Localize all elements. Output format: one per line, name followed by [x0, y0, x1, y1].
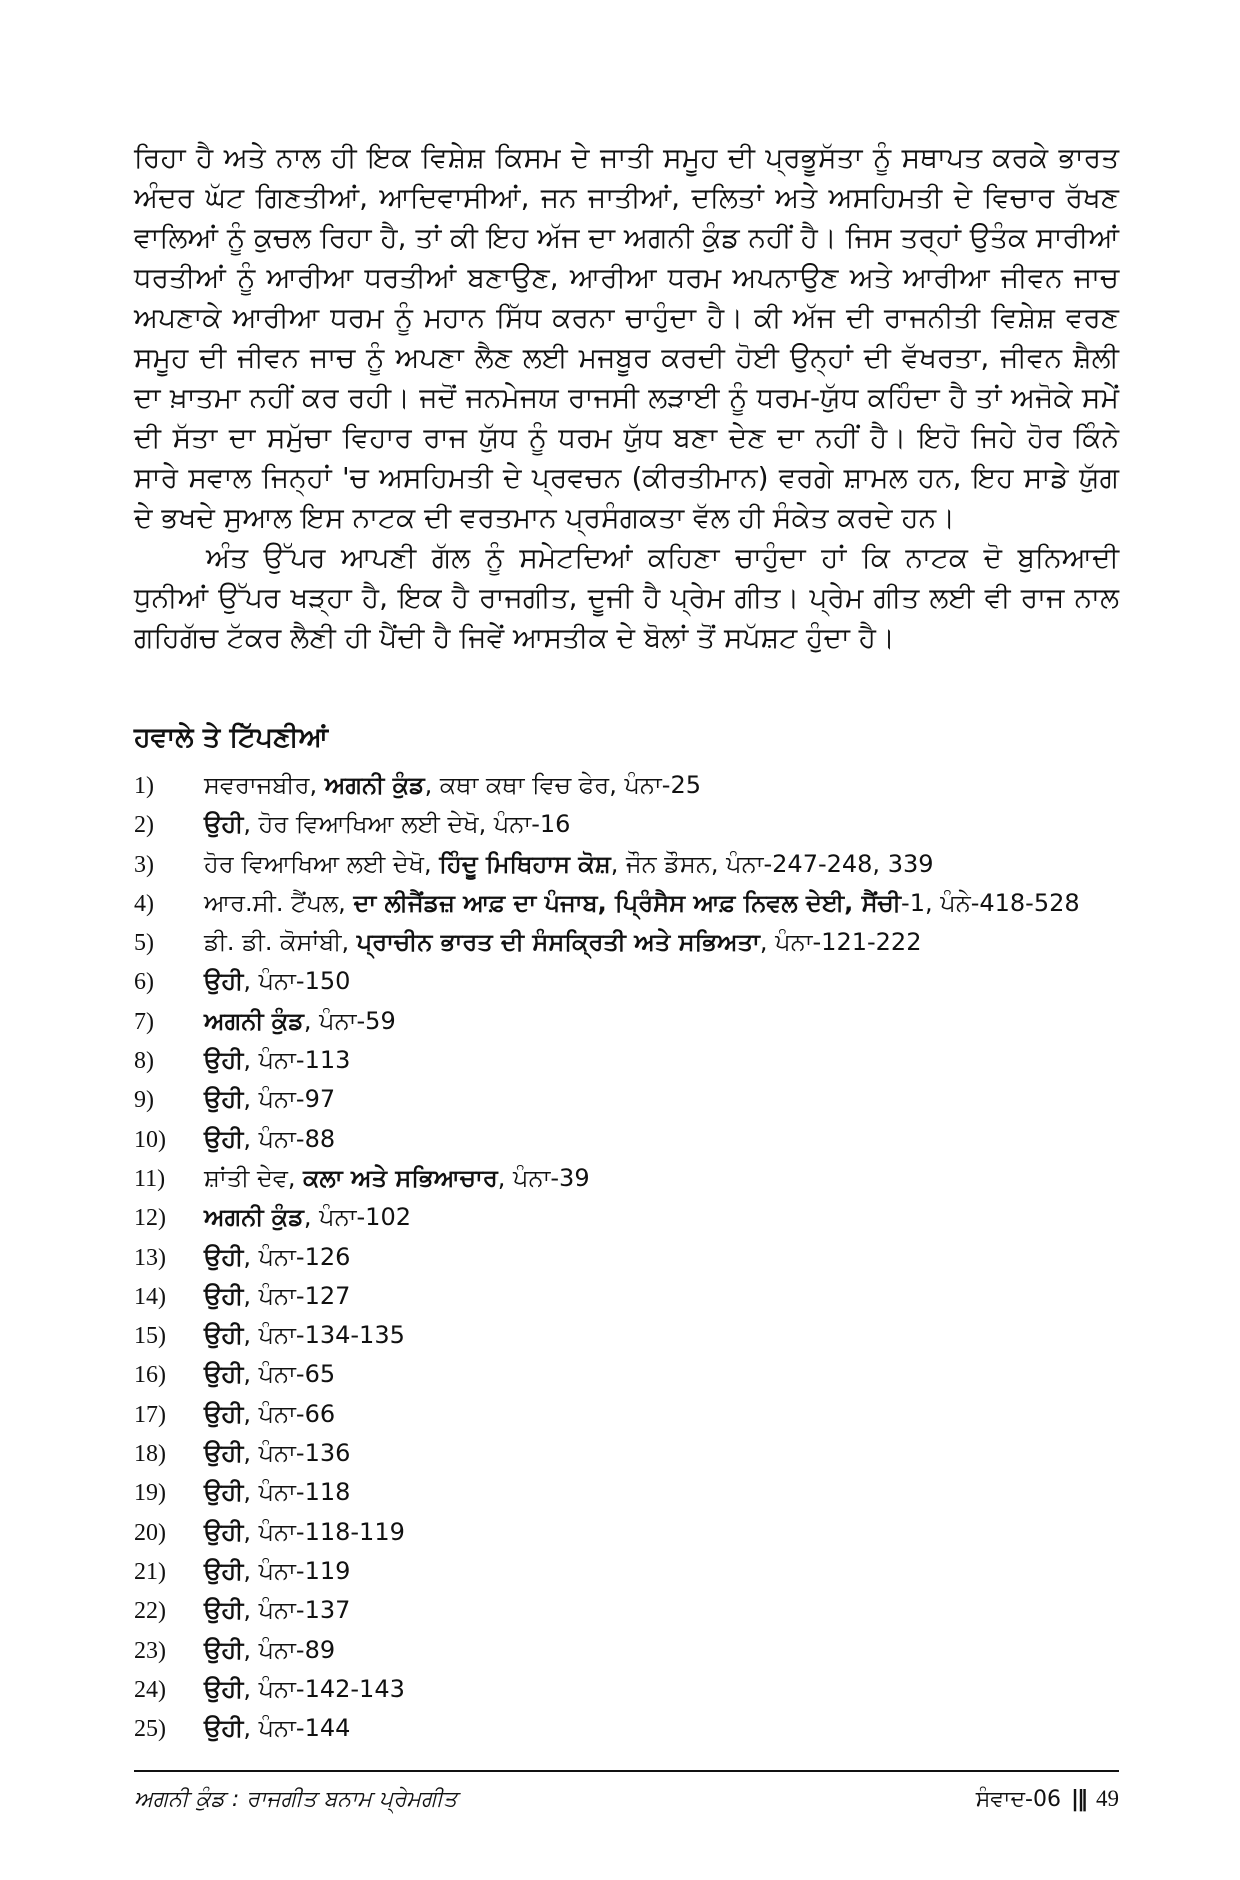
page-content — [134, 138, 1119, 1748]
reference-number: 8) — [134, 1048, 154, 1075]
reference-detail: , ਪੰਨਾ-142-143 — [243, 1674, 405, 1703]
reference-detail: , ਪੰਨਾ-119 — [243, 1556, 351, 1585]
reference-item — [134, 1159, 1119, 1198]
reference-number: 20) — [134, 1519, 166, 1546]
reference-number: 21) — [134, 1558, 166, 1585]
reference-title: ਅਗਨੀ ਕੁੰਡ — [204, 1006, 304, 1035]
reference-text — [204, 1198, 411, 1237]
footer-separator: |‖ — [1070, 1786, 1086, 1812]
reference-title: ਉਹੀ — [204, 1085, 244, 1114]
reference-number: 9) — [134, 1087, 154, 1114]
reference-title: ਪ੍ਰਾਚੀਨ ਭਾਰਤ ਦੀ ਸੰਸਕ੍ਰਿਤੀ ਅਤੇ ਸਭਿਅਤਾ — [356, 928, 760, 957]
reference-number: 16) — [134, 1362, 166, 1389]
reference-number: 3) — [134, 851, 154, 878]
reference-text — [204, 1591, 350, 1630]
reference-item — [134, 1120, 1119, 1159]
footer-divider — [134, 1770, 1119, 1772]
reference-title: ਉਹੀ — [204, 967, 244, 996]
reference-title: ਉਹੀ — [204, 1242, 244, 1271]
reference-detail: ਡੀ. ਡੀ. ਕੋਸਾਂਬੀ, — [204, 928, 357, 957]
reference-text — [204, 1395, 335, 1434]
reference-item — [134, 766, 1119, 805]
references-heading: ਹਵਾਲੇ ਤੇ ਟਿੱਪਣੀਆਂ — [134, 722, 329, 753]
reference-detail: , ਪੰਨਾ-65 — [243, 1360, 336, 1389]
reference-item — [134, 1631, 1119, 1670]
page-number: 49 — [1096, 1786, 1119, 1811]
reference-detail: , ਪੰਨਾ-66 — [243, 1399, 336, 1428]
reference-number: 11) — [134, 1165, 166, 1192]
reference-detail: , ਪੰਨਾ-113 — [243, 1046, 351, 1075]
reference-title: ਉਹੀ — [204, 1596, 244, 1625]
reference-number: 2) — [134, 812, 154, 839]
reference-text — [204, 1434, 350, 1473]
reference-item — [134, 845, 1119, 884]
reference-detail: , ਪੰਨਾ-134-135 — [243, 1321, 405, 1350]
reference-item — [134, 1670, 1119, 1709]
reference-text — [204, 884, 1080, 923]
reference-detail: , ਪੰਨਾ-97 — [243, 1085, 336, 1114]
reference-number: 10) — [134, 1126, 166, 1153]
reference-detail: , ਪੰਨਾ-150 — [243, 967, 351, 996]
reference-text — [204, 1238, 350, 1277]
reference-number: 5) — [134, 930, 154, 957]
reference-item — [134, 923, 1119, 962]
reference-number: 1) — [134, 773, 154, 799]
reference-title: ਉਹੀ — [204, 1478, 244, 1507]
reference-item — [134, 1395, 1119, 1434]
reference-title: ਦਾ ਲੀਜੈਂਡਜ਼ ਆਫ਼ ਦਾ ਪੰਜਾਬ, ਪ੍ਰਿੰਸੈਸ ਆਫ਼ ਨਿਵਲ ਦੇਈ, ਸੈਂਚੀ — [353, 888, 902, 917]
reference-text — [204, 805, 570, 844]
reference-detail: , ਪੰਨਾ-39 — [497, 1163, 590, 1192]
reference-item — [134, 1591, 1119, 1630]
reference-detail: ਸ਼ਾਂਤੀ ਦੇਵ, — [204, 1163, 304, 1192]
reference-detail: ਆਰ.ਸੀ. ਟੈਂਪਲ, — [204, 888, 354, 917]
reference-text — [204, 1316, 405, 1355]
reference-item — [134, 1041, 1119, 1080]
reference-number: 22) — [134, 1598, 166, 1625]
reference-number: 15) — [134, 1323, 166, 1350]
footer-right-group — [976, 1786, 1119, 1812]
reference-text — [204, 1277, 350, 1316]
reference-text — [204, 1473, 350, 1512]
reference-detail: , ਪੰਨਾ-144 — [243, 1714, 351, 1743]
reference-item — [134, 1238, 1119, 1277]
reference-text — [204, 766, 701, 805]
reference-text — [204, 1709, 350, 1748]
reference-item — [134, 1080, 1119, 1119]
reference-title: ਉਹੀ — [204, 1360, 244, 1389]
reference-title: ਉਹੀ — [204, 1281, 244, 1310]
reference-title: ਹਿੰਦੂ ਮਿਥਿਹਾਸ ਕੋਸ਼ — [439, 849, 611, 878]
reference-detail: ਸਵਰਾਜਬੀਰ, — [204, 771, 325, 799]
reference-text — [204, 1552, 350, 1591]
reference-item — [134, 962, 1119, 1001]
reference-title: ਉਹੀ — [204, 1517, 244, 1546]
reference-number: 13) — [134, 1244, 166, 1271]
reference-detail: , ਪੰਨਾ-121-222 — [759, 928, 922, 957]
reference-text — [204, 962, 350, 1001]
reference-detail: , ਪੰਨਾ-88 — [243, 1124, 336, 1153]
reference-text — [204, 1670, 405, 1709]
reference-title: ਉਹੀ — [204, 1556, 244, 1585]
reference-detail: , ਪੰਨਾ-89 — [243, 1635, 336, 1664]
reference-title: ਅਗਨੀ ਕੁੰਡ — [324, 771, 425, 799]
body-paragraph-1: ਰਿਹਾ ਹੈ ਅਤੇ ਨਾਲ ਹੀ ਇਕ ਵਿਸ਼ੇਸ਼ ਕਿਸਮ ਦੇ ਜਾਤੀ ਸਮੂਹ ਦੀ ਪ੍ਰਭੂਸੱਤਾ ਨੂੰ ਸਥਾਪਤ ਕਰਕੇ ਭਾਰਤ ਅੰਦਰ ਘੱਟ ਗਿਣਤੀਆਂ, ਆਦਿਵਾਸੀਆਂ, ਜਨ ਜਾਤੀਆਂ, ਦਲਿਤਾਂ ਅਤੇ ਅਸਹਿਮਤੀ ਦੇ ਵਿਚਾਰ ਰੱਖਣ ਵਾਲਿਆਂ ਨੂੰ ਕੁਚਲ ਰਿਹਾ ਹੈ, ਤਾਂ ਕੀ ਇਹ ਅੱਜ ਦਾ ਅਗਨੀ ਕੁੰਡ ਨਹੀਂ ਹੈ। ਜਿਸ ਤਰ੍ਹਾਂ ਉਤੰਕ ਸਾਰੀਆਂ ਧਰਤੀਆਂ ਨੂੰ ਆਰੀਆ ਧਰਤੀਆਂ ਬਣਾਉਣ, ਆਰੀਆ ਧਰਮ ਅਪਨਾਉਣ ਅਤੇ ਆਰੀਆ ਜੀਵਨ ਜਾਚ ਅਪਣਾਕੇ ਆਰੀਆ ਧਰਮ ਨੂੰ ਮਹਾਨ ਸਿੱਧ ਕਰਨਾ ਚਾਹੁੰਦਾ ਹੈ। ਕੀ ਅੱਜ ਦੀ ਰਾਜਨੀਤੀ ਵਿਸ਼ੇਸ਼ ਵਰਣ ਸਮੂਹ ਦੀ ਜੀਵਨ ਜਾਚ ਨੂੰ ਅਪਣਾ ਲੈਣ ਲਈ ਮਜਬੂਰ ਕਰਦੀ ਹੋਈ ਉਨ੍ਹਾਂ ਦੀ ਵੱਖਰਤਾ, ਜੀਵਨ ਸ਼ੈਲੀ ਦਾ ਖ਼ਾਤਮਾ ਨਹੀਂ ਕਰ ਰਹੀ। ਜਦੋਂ ਜਨਮੇਜਯ ਰਾਜਸੀ ਲੜਾਈ ਨੂੰ ਧਰਮ-ਯੁੱਧ ਕਹਿੰਦਾ ਹੈ ਤਾਂ ਅਜੋਕੇ ਸਮੇਂ ਦੀ ਸੱਤਾ ਦਾ ਸਮੁੱਚਾ ਵਿਹਾਰ ਰਾਜ ਯੁੱਧ ਨੂੰ ਧਰਮ ਯੁੱਧ ਬਣਾ ਦੇਣ ਦਾ ਨਹੀਂ ਹੈ। ਇਹੋ ਜਿਹੇ ਹੋਰ ਕਿੰਨੇ ਸਾਰੇ ਸਵਾਲ ਜਿਨ੍ਹਾਂ 'ਚ ਅਸਹਿਮਤੀ ਦੇ ਪ੍ਰਵਚਨ (ਕੀਰਤੀਮਾਨ) ਵਰਗੇ ਸ਼ਾਮਲ ਹਨ, ਇਹ ਸਾਡੇ ਯੁੱਗ ਦੇ ਭਖਦੇ ਸੁਆਲ ਇਸ ਨਾਟਕ ਦੀ ਵਰਤਮਾਨ ਪ੍ਰਸੰਗਕਤਾ ਵੱਲ ਹੀ ਸੰਕੇਤ ਕਰਦੇ ਹਨ। — [134, 141, 1119, 534]
reference-title: ਉਹੀ — [204, 1124, 244, 1153]
reference-number: 12) — [134, 1205, 166, 1232]
reference-item — [134, 805, 1119, 844]
reference-detail: , ਪੰਨਾ-127 — [243, 1281, 351, 1310]
reference-item — [134, 1198, 1119, 1237]
reference-item — [134, 1709, 1119, 1748]
reference-item — [134, 1473, 1119, 1512]
body-paragraph-2: ਅੰਤ ਉੱਪਰ ਆਪਣੀ ਗੱਲ ਨੂੰ ਸਮੇਟਦਿਆਂ ਕਹਿਣਾ ਚਾਹੁੰਦਾ ਹਾਂ ਕਿ ਨਾਟਕ ਦੋ ਬੁਨਿਆਦੀ ਧੁਨੀਆਂ ਉੱਪਰ ਖੜ੍ਹਾ ਹੈ, ਇਕ ਹੈ ਰਾਜਗੀਤ, ਦੂਜੀ ਹੈ ਪ੍ਰੇਮ ਗੀਤ। ਪ੍ਰੇਮ ਗੀਤ ਲਈ ਵੀ ਰਾਜ ਨਾਲ ਗਹਿਗੱਚ ਟੱਕਰ ਲੈਣੀ ਹੀ ਪੈਂਦੀ ਹੈ ਜਿਵੇਂ ਆਸਤੀਕ ਦੇ ਬੋਲਾਂ ਤੋਂ ਸਪੱਸ਼ਟ ਹੁੰਦਾ ਹੈ। — [134, 541, 1119, 654]
reference-text — [204, 1041, 350, 1080]
reference-number: 25) — [134, 1716, 166, 1743]
reference-title: ਉਹੀ — [204, 1674, 244, 1703]
reference-text — [204, 1002, 396, 1041]
reference-item — [134, 1552, 1119, 1591]
reference-title: ਕਲਾ ਅਤੇ ਸਭਿਆਚਾਰ — [303, 1163, 498, 1192]
reference-detail: , ਪੰਨਾ-118 — [243, 1478, 351, 1507]
reference-detail: , ਪੰਨਾ-137 — [243, 1596, 351, 1625]
reference-number: 24) — [134, 1676, 166, 1703]
reference-number: 23) — [134, 1637, 166, 1664]
reference-detail: , ਪੰਨਾ-136 — [243, 1439, 351, 1468]
reference-detail: , ਪੰਨਾ-118-119 — [243, 1517, 405, 1546]
reference-title: ਉਹੀ — [204, 1635, 244, 1664]
references-list — [134, 766, 1119, 1748]
reference-text — [204, 1631, 335, 1670]
reference-item — [134, 1513, 1119, 1552]
reference-title: ਉਹੀ — [204, 1439, 244, 1468]
footer-journal-label: ਸੰਵਾਦ-06 — [975, 1786, 1061, 1812]
reference-item — [134, 1434, 1119, 1473]
reference-item — [134, 1316, 1119, 1355]
reference-text — [204, 1159, 590, 1198]
reference-detail: , ਜੌਨ ਡੌਸਨ, ਪੰਨਾ-247-248, 339 — [610, 849, 934, 878]
reference-number: 7) — [134, 1008, 154, 1035]
reference-item — [134, 1002, 1119, 1041]
reference-text — [204, 1080, 335, 1119]
reference-number: 4) — [134, 890, 154, 917]
reference-number: 14) — [134, 1283, 166, 1310]
reference-title: ਉਹੀ — [204, 1046, 244, 1075]
reference-title: ਉਹੀ — [204, 1321, 244, 1350]
footer-running-title: ਅਗਨੀ ਕੁੰਡ : ਰਾਜਗੀਤ ਬਨਾਮ ਪ੍ਰੇਮਗੀਤ — [134, 1786, 458, 1812]
reference-title: ਉਹੀ — [204, 810, 244, 839]
reference-text — [204, 845, 934, 884]
reference-number: 6) — [134, 969, 154, 996]
reference-title: ਉਹੀ — [204, 1714, 244, 1743]
reference-item — [134, 1355, 1119, 1394]
reference-number: 17) — [134, 1401, 166, 1428]
reference-title: ਉਹੀ — [204, 1399, 244, 1428]
reference-number: 19) — [134, 1480, 166, 1507]
reference-text — [204, 1355, 335, 1394]
reference-detail: , ਪੰਨਾ-59 — [303, 1006, 396, 1035]
reference-title: ਅਗਨੀ ਕੁੰਡ — [204, 1203, 304, 1232]
reference-detail: , ਕਥਾ ਕਥਾ ਵਿਚ ਫੇਰ, ਪੰਨਾ-25 — [424, 771, 701, 799]
reference-number: 18) — [134, 1441, 166, 1468]
page-footer — [134, 1786, 1119, 1812]
reference-text — [204, 1513, 405, 1552]
reference-text — [204, 1120, 335, 1159]
reference-detail: -1, ਪੰਨੇ-418-528 — [901, 888, 1080, 917]
reference-detail: ਹੋਰ ਵਿਆਖਿਆ ਲਈ ਦੇਖੋ, — [204, 849, 440, 878]
reference-detail: , ਹੋਰ ਵਿਆਖਿਆ ਲਈ ਦੇਖੋ, ਪੰਨਾ-16 — [243, 810, 571, 839]
reference-detail: , ਪੰਨਾ-126 — [243, 1242, 351, 1271]
reference-item — [134, 884, 1119, 923]
reference-item — [134, 1277, 1119, 1316]
reference-text — [204, 923, 921, 962]
reference-detail: , ਪੰਨਾ-102 — [303, 1203, 411, 1232]
